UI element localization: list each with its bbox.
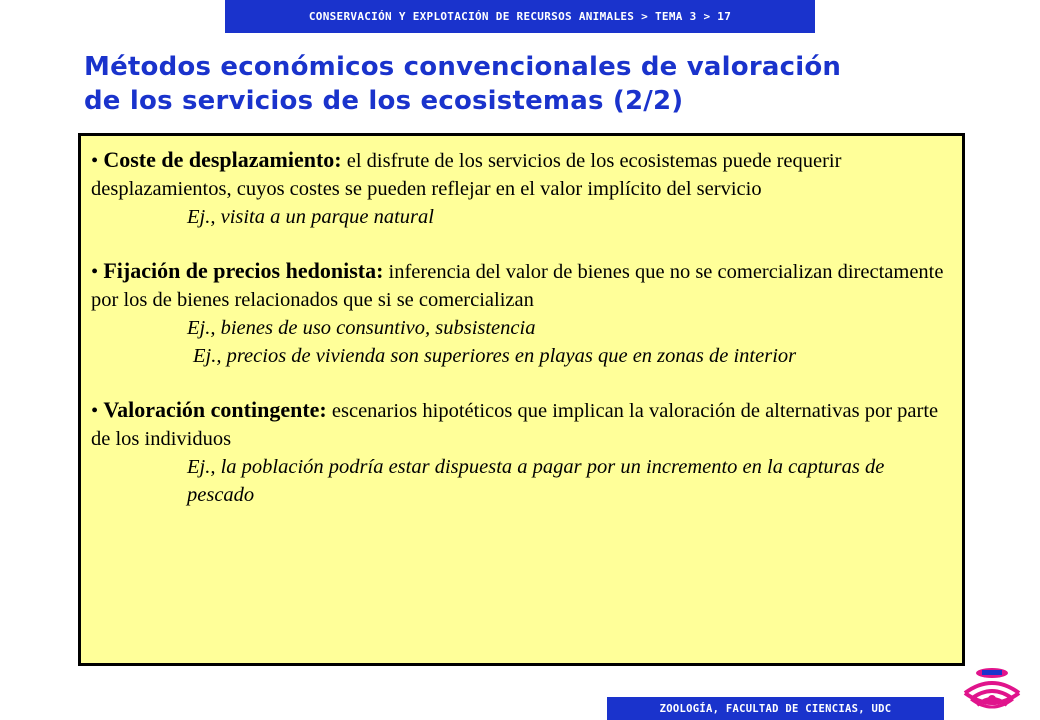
item-example: Ej., precios de vivienda son superiores en playas que en zonas de interior xyxy=(193,345,797,367)
list-item-contingent-valuation xyxy=(91,396,946,509)
university-crest-icon xyxy=(957,663,1027,719)
list-item-hedonic-pricing xyxy=(91,257,946,370)
footer-bar xyxy=(607,697,944,720)
item-text: el disfrute de los servicios de los ecosistemas puede requerir desplazamientos, cuyos costes se pueden reflejar en el valor implícito del servicio xyxy=(91,150,842,200)
item-example: Ej., la población podría estar dispuesta a pagar por un incremento en la capturas de pescado xyxy=(187,456,885,506)
item-term: Fijación de precios hedonista: xyxy=(103,258,384,283)
header-bar xyxy=(225,0,815,33)
title-line-2: de los servicios de los ecosistemas (2/2) xyxy=(84,86,684,116)
content-box xyxy=(78,133,965,666)
bullet: • xyxy=(91,261,99,283)
bullet: • xyxy=(91,400,99,422)
item-text: escenarios hipotéticos que implican la valoración de alternativas por parte de los individuos xyxy=(91,400,939,450)
item-example: Ej., visita a un parque natural xyxy=(187,206,434,228)
item-term: Coste de desplazamiento: xyxy=(103,147,342,172)
item-example: Ej., bienes de uso consuntivo, subsistencia xyxy=(187,317,536,339)
breadcrumb: CONSERVACIÓN Y EXPLOTACIÓN DE RECURSOS ANIMALES > TEMA 3 > 17 xyxy=(308,10,732,23)
footer-label: ZOOLOGÍA, FACULTAD DE CIENCIAS, UDC xyxy=(659,702,892,715)
bullet: • xyxy=(91,150,99,172)
item-text: inferencia del valor de bienes que no se comercializan directamente por los de bienes relacionados que si se comercializan xyxy=(91,261,944,311)
list-item-travel-cost xyxy=(91,146,946,231)
page-title xyxy=(84,50,984,118)
title-line-1: Métodos económicos convencionales de valoración xyxy=(84,52,842,82)
item-term: Valoración contingente: xyxy=(103,397,327,422)
